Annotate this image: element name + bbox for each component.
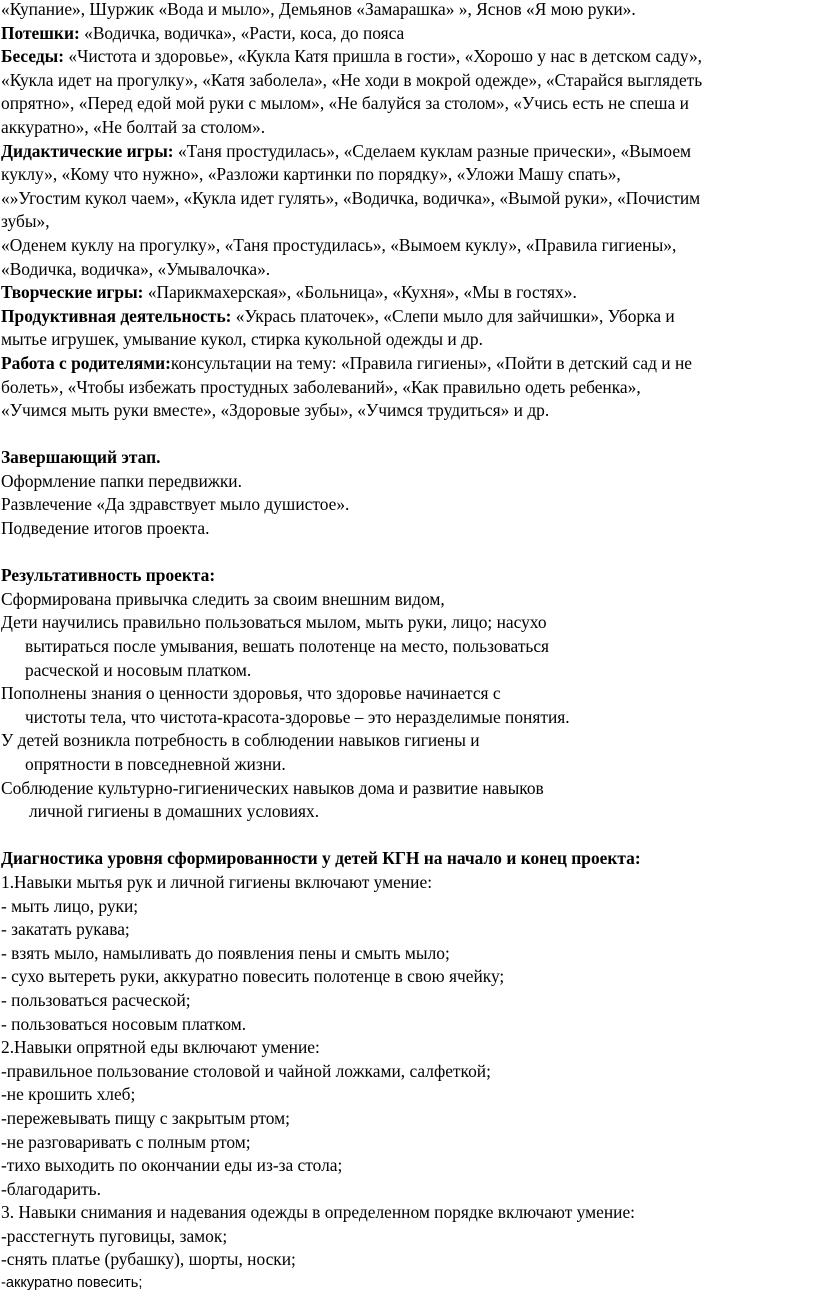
final-stage-heading: Завершающий этап. xyxy=(1,447,161,468)
didactic-games-label: Дидактические игры: xyxy=(1,140,174,161)
parents-line: «Учимся мыть руки вместе», «Здоровые зубы», «Учимся трудиться» и др. xyxy=(1,400,550,421)
results-line: Соблюдение культурно-гигиенических навыков дома и развитие навыков xyxy=(1,777,544,798)
didactic-line: куклу», «Кому что нужно», «Разложи картинки по порядку», «Уложи Машу спать», xyxy=(1,164,621,185)
parents-work-paragraph xyxy=(1,352,813,423)
talks-line: аккуратно», «Не болтай за столом». xyxy=(1,116,266,137)
diagnostics-line: -не разговаривать с полным ртом; xyxy=(1,1131,251,1152)
didactic-line: «Таня простудилась», «Сделаем куклам разные прически», «Вымоем xyxy=(173,140,692,161)
diagnostics-line: -правильное пользование столовой и чайной ложками, салфеткой; xyxy=(1,1060,491,1081)
didactic-line: «Водичка, водичка», «Умывалочка». xyxy=(1,258,271,279)
results-line: Пополнены знания о ценности здоровья, что здоровье начинается с xyxy=(1,683,501,704)
productive-activity-label: Продуктивная деятельность: xyxy=(1,305,232,326)
results-line: вытираться после умывания, вешать полотенце на место, пользоваться xyxy=(25,636,550,657)
results-line: чистоты тела, что чистота-красота-здоровье – это неразделимые понятия. xyxy=(25,706,570,727)
talks-line: «Кукла идет на прогулку», «Катя заболела», «Не ходи в мокрой одежде», «Старайся выглядеть xyxy=(1,69,703,90)
diagnostics-line: - сухо вытереть руки, аккуратно повесить полотенце в свою ячейку; xyxy=(1,966,505,987)
didactic-line: «»Угостим кукол чаем», «Кукла идет гулять», «Водичка, водичка», «Вымой руки», «Почистим xyxy=(1,187,701,208)
diagnostics-line: -благодарить. xyxy=(1,1178,101,1199)
didactic-line: зубы», xyxy=(1,211,50,232)
creative-games-text: «Парикмахерская», «Больница», «Кухня», «Мы в гостях». xyxy=(143,282,577,303)
document-page xyxy=(1,0,813,1296)
diagnostics-line: - пользоваться носовым платком. xyxy=(1,1013,247,1034)
talks-paragraph xyxy=(1,45,813,139)
productive-line: мытье игрушек, умывание кукол, стирка кукольной одежды и др. xyxy=(1,329,483,350)
diagnostics-line: - мыть лицо, руки; xyxy=(1,895,139,916)
talks-line: опрятно», «Перед едой мой руки с мылом», «Не балуйся за столом», «Учись есть не спеша и xyxy=(1,93,689,114)
results-line: У детей возникла потребность в соблюдении навыков гигиены и xyxy=(1,730,480,751)
poems-text: «Водичка, водичка», «Расти, коса, до пояса xyxy=(79,22,405,43)
blank-line xyxy=(1,824,813,848)
activities-intro-line: «Купание», Шуржик «Вода и мыло», Демьянов «Замарашка» », Яснов «Я мою руки». xyxy=(1,0,636,19)
diagnostics-line: -пережевывать пищу с закрытым ртом; xyxy=(1,1107,290,1128)
poems-label: Потешки: xyxy=(1,22,80,43)
diagnostics-line: - пользоваться расческой; xyxy=(1,989,191,1010)
diagnostics-heading: Диагностика уровня сформированности у детей КГН на начало и конец проекта: xyxy=(1,848,641,869)
diagnostics-line: - закатать рукава; xyxy=(1,919,130,940)
didactic-games-paragraph xyxy=(1,140,813,282)
results-line: опрятности в повседневной жизни. xyxy=(25,754,286,774)
diagnostics-line: 2.Навыки опрятной еды включают умение: xyxy=(1,1037,320,1058)
final-stage-item: Развлечение «Да здравствует мыло душистое». xyxy=(1,494,350,515)
productive-line: «Укрась платочек», «Слепи мыло для зайчишки», Уборка и xyxy=(231,305,675,326)
blank-line xyxy=(1,423,813,447)
poems-paragraph xyxy=(1,22,813,46)
diagnostics-line: -снять платье (рубашку), шорты, носки; xyxy=(1,1249,296,1270)
parents-line: консультации на тему: «Правила гигиены», «Пойти в детский сад и не xyxy=(170,352,692,373)
talks-label: Беседы: xyxy=(1,46,65,67)
talks-line: «Чистота и здоровье», «Кукла Катя пришла в гости», «Хорошо у нас в детском саду», xyxy=(64,46,703,67)
diagnostics-line: 3. Навыки снимания и надевания одежды в определенном порядке включают умение: xyxy=(1,1202,635,1223)
parents-work-label: Работа с родителями: xyxy=(1,352,171,373)
results-line: Дети научились правильно пользоваться мылом, мыть руки, лицо; насухо xyxy=(1,612,547,633)
results-line: личной гигиены в домашних условиях. xyxy=(29,801,320,822)
diagnostics-line: 1.Навыки мытья рук и личной гигиены включают умение: xyxy=(1,871,433,892)
creative-games-label: Творческие игры: xyxy=(1,282,144,303)
creative-games-paragraph xyxy=(1,281,813,305)
diagnostics-line: -расстегнуть пуговицы, замок; xyxy=(1,1225,228,1246)
didactic-line: «Оденем куклу на прогулку», «Таня простудилась», «Вымоем куклу», «Правила гигиены», xyxy=(1,234,677,255)
results-line: Сформирована привычка следить за своим внешним видом, xyxy=(1,588,445,609)
productive-activity-paragraph xyxy=(1,305,813,352)
diagnostics-line: - взять мыло, намыливать до появления пены и смыть мыло; xyxy=(1,942,450,963)
blank-line xyxy=(1,541,813,565)
final-stage-item: Оформление папки передвижки. xyxy=(1,470,242,491)
results-heading: Результативность проекта: xyxy=(1,565,216,586)
parents-line: болеть», «Чтобы избежать простудных заболеваний», «Как правильно одеть ребенка», xyxy=(1,376,641,397)
diagnostics-line: -тихо выходить по окончании еды из-за стола; xyxy=(1,1155,343,1176)
results-line: расческой и носовым платком. xyxy=(25,659,252,680)
diagnostics-line: -аккуратно повесить; xyxy=(1,1275,143,1292)
final-stage-item: Подведение итогов проекта. xyxy=(1,518,210,539)
diagnostics-line: -не крошить хлеб; xyxy=(1,1084,136,1105)
